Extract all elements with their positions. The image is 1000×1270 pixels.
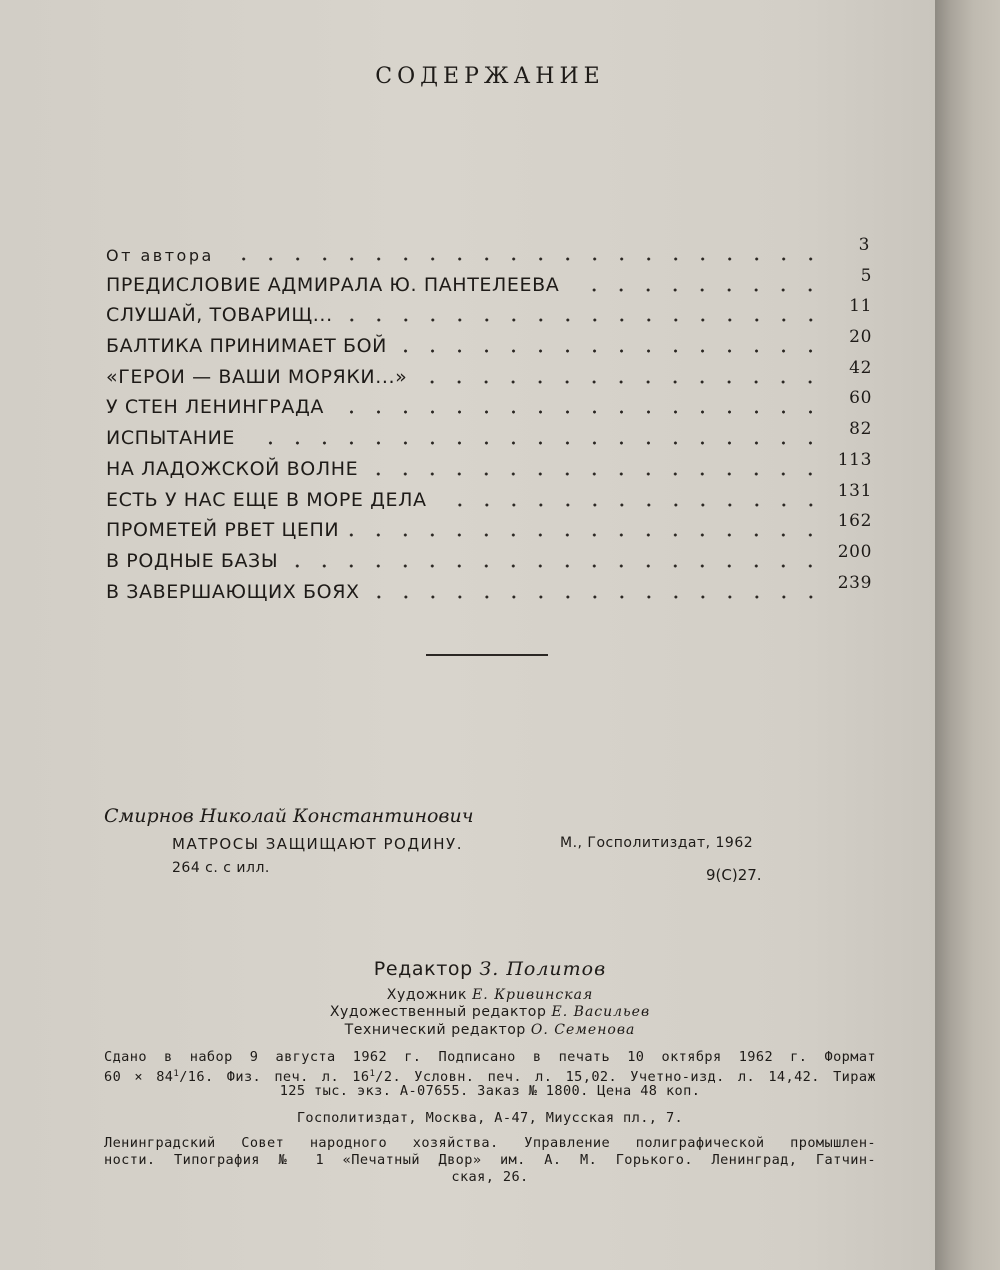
- table-of-contents: [106, 235, 872, 605]
- toc-entry: [106, 420, 872, 451]
- credit-tech-editor: [0, 1022, 980, 1038]
- toc-entry: [106, 451, 872, 482]
- credit-tech-editor-name: О. Семенова: [530, 1022, 636, 1038]
- imprint-fraction: /: [179, 1069, 188, 1085]
- toc-entry: [106, 267, 872, 298]
- credit-art-editor-name: Е. Васильев: [551, 1004, 651, 1020]
- credit-artist-label: Художник: [386, 987, 468, 1003]
- toc-entry-page: 113: [837, 449, 872, 470]
- imprint-publisher-address: Госполитиздат, Москва, А-47, Миусская пл., 7.: [296, 1110, 684, 1126]
- toc-entry-title: ПРОМЕТЕЙ РВЕТ ЦЕПИ: [106, 519, 340, 542]
- toc-entry: [106, 328, 872, 359]
- toc-entry-title: От автора: [106, 246, 214, 265]
- catalog-book-title: МАТРОСЫ ЗАЩИЩАЮТ РОДИНУ.: [172, 835, 463, 853]
- toc-entry: [106, 574, 872, 605]
- toc-leader-dots: [397, 349, 824, 353]
- imprint-fraction: 2: [383, 1069, 393, 1085]
- toc-entry-title: ПРЕДИСЛОВИЕ АДМИРАЛА Ю. ПАНТЕЛЕЕВА: [106, 273, 560, 296]
- imprint-line: ская, 26.: [451, 1169, 529, 1185]
- toc-entry-page: 60: [849, 388, 872, 409]
- toc-entry: [106, 513, 872, 544]
- toc-leader-dots: [349, 533, 824, 537]
- toc-entry-page: 5: [860, 265, 872, 286]
- credit-editor-name: З. Политов: [479, 958, 607, 980]
- toc-entry-page: 20: [849, 327, 872, 348]
- imprint-fraction: 1: [173, 1069, 180, 1079]
- section-divider: [426, 654, 548, 656]
- toc-entry-title: В РОДНЫЕ БАЗЫ: [106, 549, 279, 572]
- toc-entry-page: 162: [837, 511, 872, 532]
- toc-leader-dots: [569, 288, 824, 292]
- imprint-line: ности. Типография № 1 «Печатный Двор» им. А. М. Горького. Ленинград, Гатчин-: [104, 1152, 876, 1168]
- toc-leader-dots: [334, 410, 824, 414]
- credit-artist-name: Е. Кривинская: [472, 987, 594, 1003]
- catalog-publisher: М., Госполитиздат, 1962: [560, 835, 754, 851]
- credit-editor: [0, 958, 980, 980]
- toc-entry: [106, 390, 872, 421]
- toc-entry: [106, 543, 872, 574]
- toc-entry: [106, 482, 872, 513]
- toc-leader-dots: [288, 564, 824, 568]
- toc-leader-dots: [417, 380, 824, 384]
- toc-entry-page: 3: [858, 235, 872, 255]
- toc-leader-dots: [224, 257, 824, 261]
- toc-entry-title: БАЛТИКА ПРИНИМАЕТ БОЙ: [106, 335, 387, 358]
- imprint-fraction: 16: [187, 1069, 205, 1085]
- toc-entry-title: ЕСТЬ У НАС ЕЩЕ В МОРЕ ДЕЛА: [106, 488, 427, 511]
- toc-leader-dots: [368, 472, 824, 476]
- credit-art-editor-label: Художественный редактор: [329, 1004, 547, 1020]
- toc-leader-dots: [343, 318, 824, 322]
- toc-leader-dots: [437, 503, 824, 507]
- toc-entry: [106, 298, 872, 329]
- toc-entry-title: ИСПЫТАНИЕ: [106, 427, 236, 450]
- toc-leader-dots: [370, 595, 824, 599]
- catalog-index: 9(С)27.: [706, 866, 762, 884]
- catalog-author: Смирнов Николай Константинович: [104, 805, 474, 827]
- toc-entry-page: 131: [837, 480, 872, 501]
- toc-entry: [106, 235, 872, 267]
- toc-entry: [106, 359, 872, 390]
- imprint-line: Сдано в набор 9 августа 1962 г. Подписано в печать 10 октября 1962 г. Формат: [104, 1049, 876, 1065]
- toc-entry-page: 42: [849, 357, 872, 378]
- imprint-fraction: /: [375, 1069, 384, 1085]
- credit-art-editor: [0, 1004, 980, 1020]
- imprint-line: Ленинградский Совет народного хозяйства. Управление полиграфической промышлен-: [104, 1135, 876, 1151]
- toc-entry-title: В ЗАВЕРШАЮЩИХ БОЯХ: [106, 580, 360, 603]
- toc-leader-dots: [245, 441, 824, 445]
- page-edge: [935, 0, 1000, 1270]
- imprint-fraction: 1: [369, 1069, 376, 1079]
- credit-editor-label: Редактор: [373, 958, 473, 980]
- toc-entry-title: «ГЕРОИ — ВАШИ МОРЯКИ...»: [106, 365, 408, 388]
- toc-entry-page: 11: [849, 296, 872, 317]
- catalog-pages: 264 с. с илл.: [172, 860, 270, 876]
- toc-entry-page: 82: [849, 419, 872, 440]
- imprint-format: 60 × 84: [104, 1069, 174, 1085]
- imprint-text: . Физ. печ. л. 16: [204, 1069, 370, 1085]
- toc-entry-title: У СТЕН ЛЕНИНГРАДА: [106, 396, 324, 419]
- toc-entry-title: НА ЛАДОЖСКОЙ ВОЛНЕ: [106, 457, 359, 480]
- imprint-text: . Условн. печ. л. 15,02. Учетно-изд. л. 14,42. Тираж: [392, 1069, 876, 1085]
- toc-entry-title: СЛУШАЙ, ТОВАРИЩ...: [106, 304, 333, 327]
- toc-entry-page: 200: [837, 541, 872, 562]
- imprint-line: 125 тыс. экз. А-07655. Заказ № 1800. Цена 48 коп.: [279, 1083, 701, 1099]
- credit-artist: [0, 987, 980, 1003]
- credit-tech-editor-label: Технический редактор: [344, 1022, 526, 1038]
- page-title: СОДЕРЖАНИЕ: [375, 64, 605, 89]
- toc-entry-page: 239: [837, 572, 872, 593]
